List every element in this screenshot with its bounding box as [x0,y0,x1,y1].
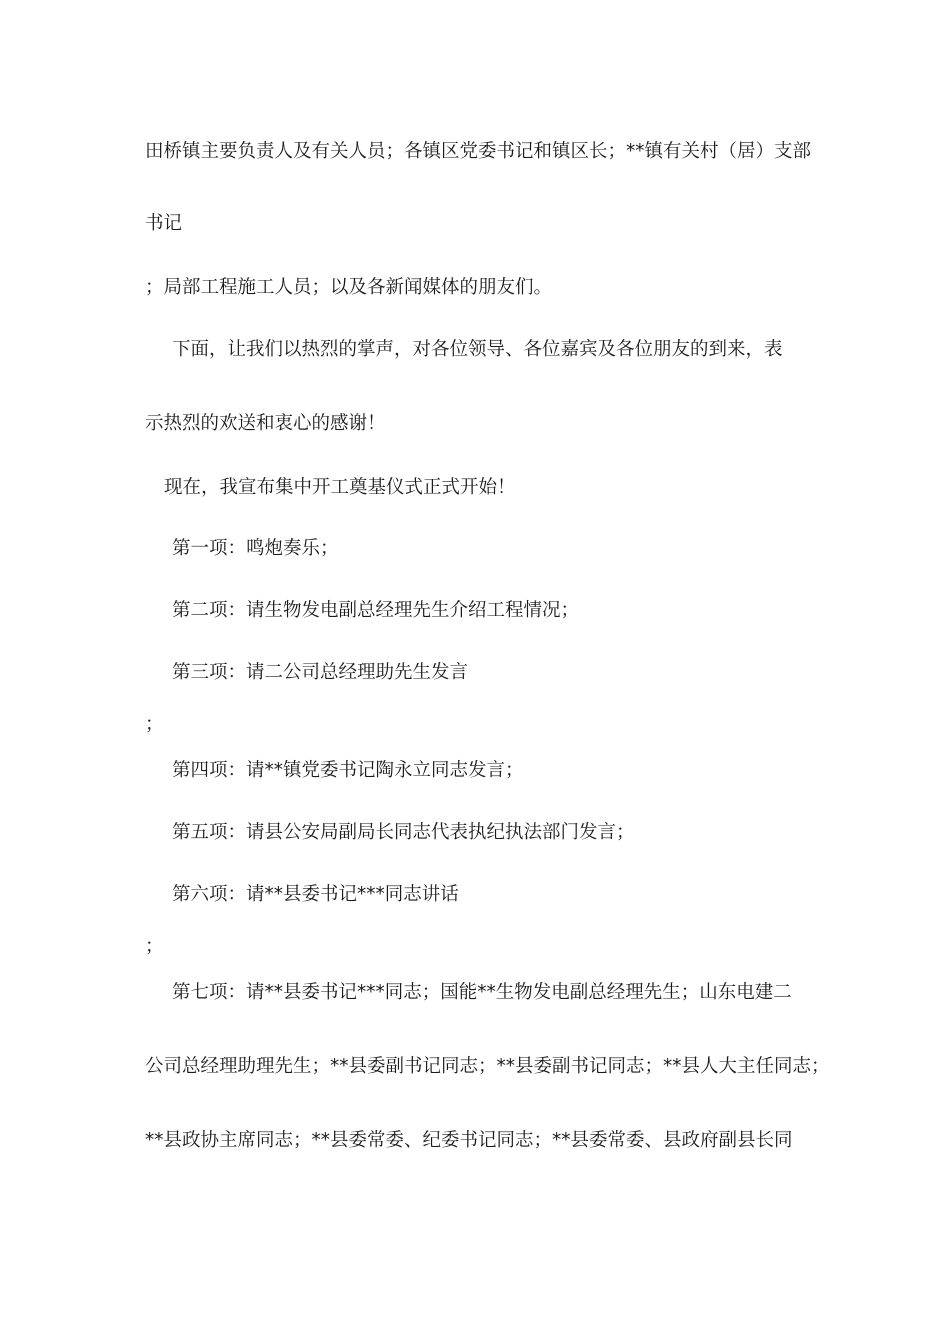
text-line-15: 第七项：请**县委书记***同志；国能**生物发电副总经理先生；山东电建二 [172,982,792,1003]
text-line-9: 第三项：请二公司总经理助先生发言 [172,662,469,683]
text-line-7: 第一项：鸣炮奏乐； [172,538,339,559]
text-line-10: ； [145,714,164,735]
text-line-1: 田桥镇主要负责人及有关人员；各镇区党委书记和镇区长；**镇有关村（居）支部 [145,141,812,162]
text-line-2: 书记 [145,213,183,234]
text-line-13: 第六项：请**县委书记***同志讲话 [172,884,459,905]
text-line-6: 现在，我宣布集中开工奠基仪式正式开始！ [164,477,516,498]
text-line-5: 示热烈的欢送和衷心的感谢！ [145,413,386,434]
text-line-14: ； [145,936,164,957]
text-line-11: 第四项：请**镇党委书记陶永立同志发言； [172,760,524,781]
text-line-17: **县政协主席同志；**县委常委、纪委书记同志；**县委常委、县政府副县长同 [145,1130,793,1151]
text-line-16: 公司总经理助理先生；**县委副书记同志；**县委副书记同志；**县人大主任同志； [145,1056,830,1077]
text-line-3: ；局部工程施工人员；以及各新闻媒体的朋友们。 [145,277,553,298]
text-line-4: 下面，让我们以热烈的掌声，对各位领导、各位嘉宾及各位朋友的到来，表 [172,339,783,360]
text-line-8: 第二项：请生物发电副总经理先生介绍工程情况； [172,600,580,621]
text-line-12: 第五项：请县公安局副局长同志代表执纪执法部门发言； [172,822,635,843]
